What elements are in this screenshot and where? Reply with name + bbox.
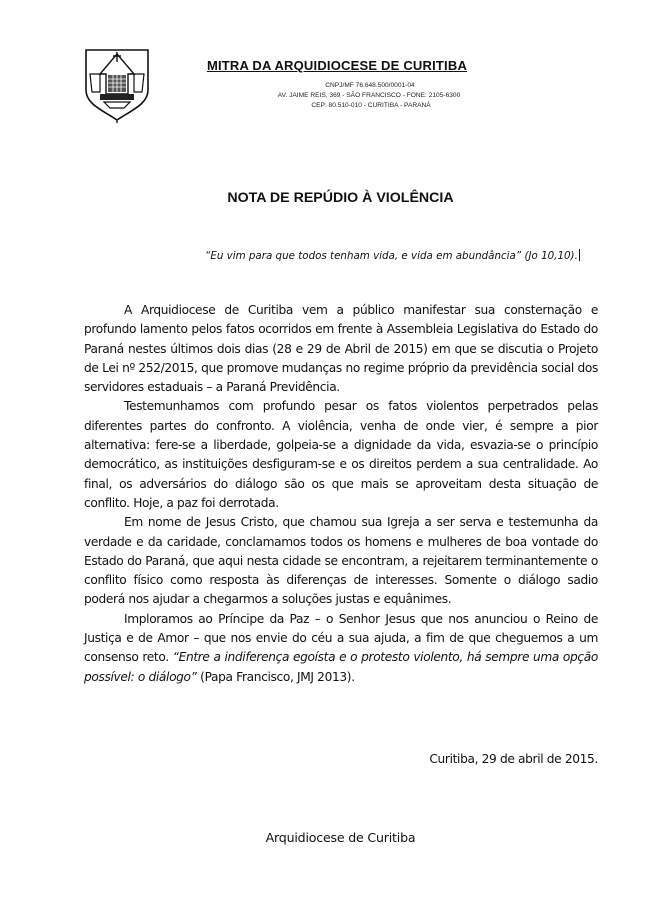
paragraph: Testemunhamos com profundo pesar os fatos violentos perpetrados pelas diferentes partes do confronto. A violência, venha de onde vier, é sempre a pior alternativa: fere-se a liberdade, golpeia-se a dignidade da vida, esvazia-se o princípio democrático, as instituições desfiguram-se e os direitos perdem a sua centralidade. Ao final, os adversários do diálogo são os que mais se aproveitam desta situação de conflito. Hoje, a paz foi derrotada. bbox=[84, 399, 598, 510]
address-line: AV. JAIME REIS, 369 - SÃO FRANCISCO - FONE: 2105-6300 bbox=[277, 92, 461, 99]
cnpj-line: CNPJ/MF 76.648.500/0001-04 bbox=[325, 82, 415, 89]
text-cursor bbox=[579, 249, 580, 261]
cep-line: CEP: 80.510-010 - CURITIBA - PARANÁ bbox=[311, 102, 431, 109]
date-line: Curitiba, 29 de abril de 2015. bbox=[429, 752, 598, 766]
paragraph-closing bbox=[84, 610, 598, 687]
organization-name: MITRA DA ARQUIDIOCESE DE CURITIBA bbox=[206, 58, 468, 73]
epigraph-quote bbox=[205, 249, 603, 262]
signature: Arquidiocese de Curitiba bbox=[265, 830, 416, 845]
paragraph: Em nome de Jesus Cristo, que chamou sua Igreja a ser serva e testemunha da verdade e da caridade, conclamamos todos os homens e mulheres de boa vontade do Estado do Paraná, que aqui nesta cidade se encontram, a rejeitarem terminantemente o conflito físico como resposta às diferenças de interesses. Somente o diálogo sadio poderá nos ajudar a chegarmos a soluções justas e equânimes. bbox=[84, 515, 598, 607]
closing-text: Imploramos ao Príncipe da Paz – o Senhor Jesus que nos anunciou o Reino de Justiça e de Amor – que nos envie do céu a sua ajuda, a fim de que cheguemos a um consenso reto. bbox=[84, 611, 598, 665]
epigraph-text: “Eu vim para que todos tenham vida, e vida em abundância” (Jo 10,10). bbox=[205, 250, 578, 262]
document-title: NOTA DE REPÚDIO À VIOLÊNCIA bbox=[227, 190, 454, 206]
pope-quote: “Entre a indiferença egoísta e o protesto violento, há sempre uma opção possível: o diálogo” bbox=[84, 650, 598, 684]
paragraph: A Arquidiocese de Curitiba vem a público manifestar sua consternação e profundo lamento pelos fatos ocorridos em frente à Assembleia Legislativa do Estado do Paraná nestes últimos dois dias (28 e 29 de Abril de 2015) em que se discutia o Projeto de Lei nº 252/2015, que promove mudanças no regime próprio da previdência social dos servidores estaduais – a Paraná Previdência. bbox=[84, 303, 598, 395]
pope-citation: (Papa Francisco, JMJ 2013). bbox=[200, 669, 355, 684]
archdiocese-crest-icon bbox=[80, 44, 154, 124]
organization-details bbox=[190, 81, 490, 111]
body-text bbox=[84, 301, 598, 687]
